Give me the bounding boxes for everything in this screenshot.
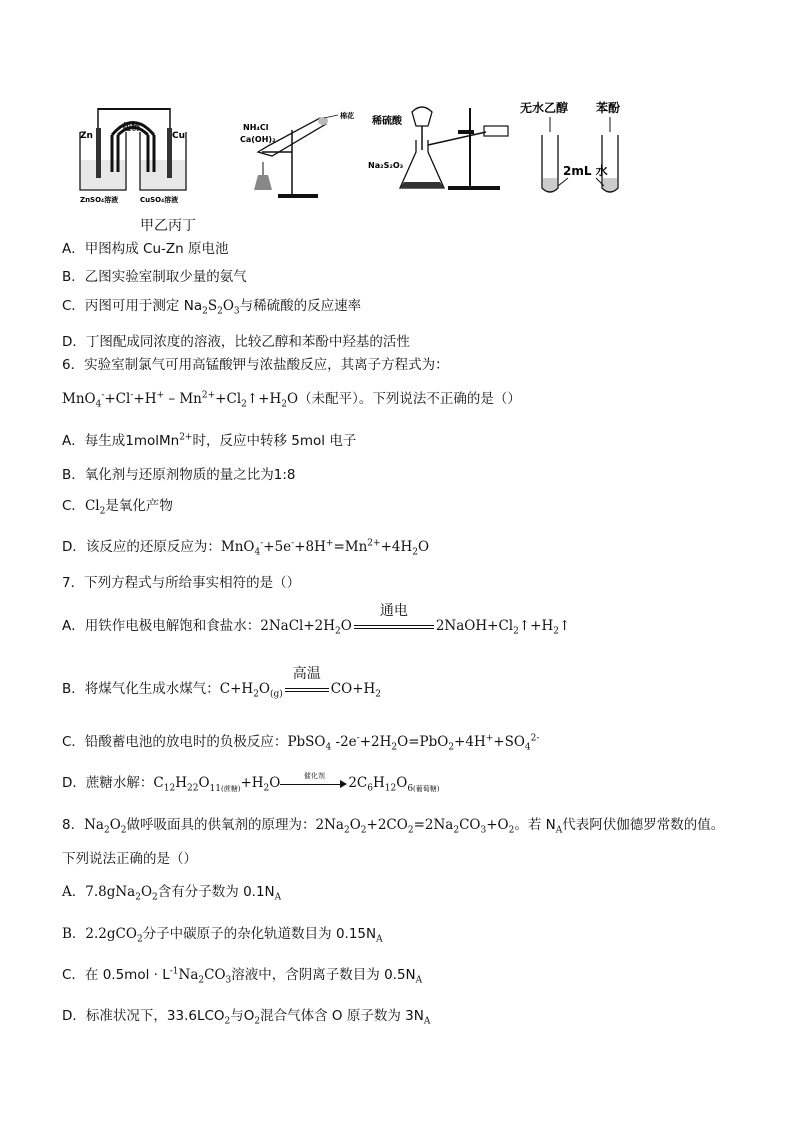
q5-option-d: D．丁图配成同浓度的溶液，比较乙醇和苯酚中羟基的活性	[62, 334, 410, 350]
water-label: 2mL 水	[563, 164, 608, 178]
phenol-label: 苯酚	[596, 101, 621, 115]
q8-stem-2: 下列说法正确的是（）	[62, 851, 197, 867]
apparatus-figures	[0, 90, 794, 220]
q6-option-d: D．该反应的还原反应为：$MnO_4^-+5e^-+8H^+=Mn^{2+}+4H_2O$	[62, 538, 430, 558]
caoh2-label: Ca(OH)₂	[240, 135, 276, 144]
q6-equation: $MnO_4^-+Cl^-+H^+ - Mn^{2+}+Cl_2↑+H_2O$（未配平）。下列说法不正确的是（）	[62, 390, 521, 410]
cotton-label: 棉花	[340, 112, 354, 120]
figure-jia-galvanic-cell	[80, 108, 186, 204]
q8-option-d: D．标准状况下，$33.6LCO_2$与$O_2$混合气体含 O 原子数为 $3N_A$	[62, 1008, 431, 1027]
nh4cl-label: NH₄Cl	[243, 123, 269, 132]
figure-ding-test-tubes	[520, 100, 621, 192]
q7-option-c: C．铅酸蓄电池的放电时的负极反应：PbSO$_4$ $-2e^-+2H_2O=PbO_2+4H^++SO_4^{2-}$	[62, 733, 540, 753]
cuso4-label: CuSO₄溶液	[140, 196, 179, 204]
q6-option-a: A．每生成1molMn$^{2+}$时，反应中转移 5mol 电子	[62, 432, 357, 449]
figure-caption: 甲乙丙丁	[140, 218, 196, 234]
dilute-acid-label: 稀硫酸	[372, 116, 402, 127]
q5-option-a: A．甲图构成 Cu-Zn 原电池	[62, 241, 229, 257]
figure-bing-rate	[368, 107, 508, 190]
q6-option-c: C．$Cl_2$是氧化产物	[62, 498, 173, 517]
q7-option-b: B．将煤气化生成水煤气：$C+H_2O_{(g)}$ 高温 $CO+H_2$	[62, 665, 382, 700]
znso4-label: ZnSO₄溶液	[80, 196, 119, 204]
q7-option-a: A．用铁作电极电解饱和食盐水：$2NaCl+2H_2O$ 通电 $2NaOH+Cl_2↑+H_2↑$	[62, 602, 571, 637]
na2s2o3-label: Na₂S₂O₃	[368, 161, 404, 170]
q8-option-b: B．2.2gCO$_2$分子中碳原子的杂化轨道数目为 $0.15N_A$	[62, 926, 383, 945]
q8-option-c: C．在 $0.5mol \cdot L^{-1}Na_2CO_3$溶液中，含阴离子数目为 $0.5N_A$	[62, 966, 423, 986]
q8-option-a: A．$7.8gNa_2O_2$含有分子数为 $0.1N_A$	[62, 884, 282, 903]
figure-yi-ammonia	[240, 111, 354, 198]
zn-label: Zn	[80, 131, 93, 141]
q8-stem: 8．$Na_2O_2$做呼吸面具的供氧剂的原理为：$2Na_2O_2+2CO_2=2Na_2CO_3+O_2$。若 $N_A$代表阿伏伽德罗常数的值。	[62, 817, 725, 836]
q6-option-b: B．氧化剂与还原剂物质的量之比为1:8	[62, 467, 296, 483]
q6-stem: 6．实验室制氯气可用高锰酸钾与浓盐酸反应，其离子方程式为：	[62, 357, 449, 373]
q5-option-b: B．乙图实验室制取少量的氨气	[62, 269, 247, 285]
q5-option-c: C．丙图可用于测定 $Na_2S_2O_3$与稀硫酸的反应速率	[62, 298, 362, 317]
ethanol-label: 无水乙醇	[520, 101, 569, 115]
cu-label: Cu	[172, 131, 186, 141]
salt-bridge-label: 盐桥	[122, 123, 141, 133]
q7-stem: 7．下列方程式与所给事实相符的是（）	[62, 575, 301, 591]
q7-option-d: D．蔗糖水解：$C_{12}H_{22}O_{11(蔗糖)}+H_2O$ 催化剂 $2C_6H_{12}O_{6(葡萄糖)}$	[62, 771, 440, 794]
